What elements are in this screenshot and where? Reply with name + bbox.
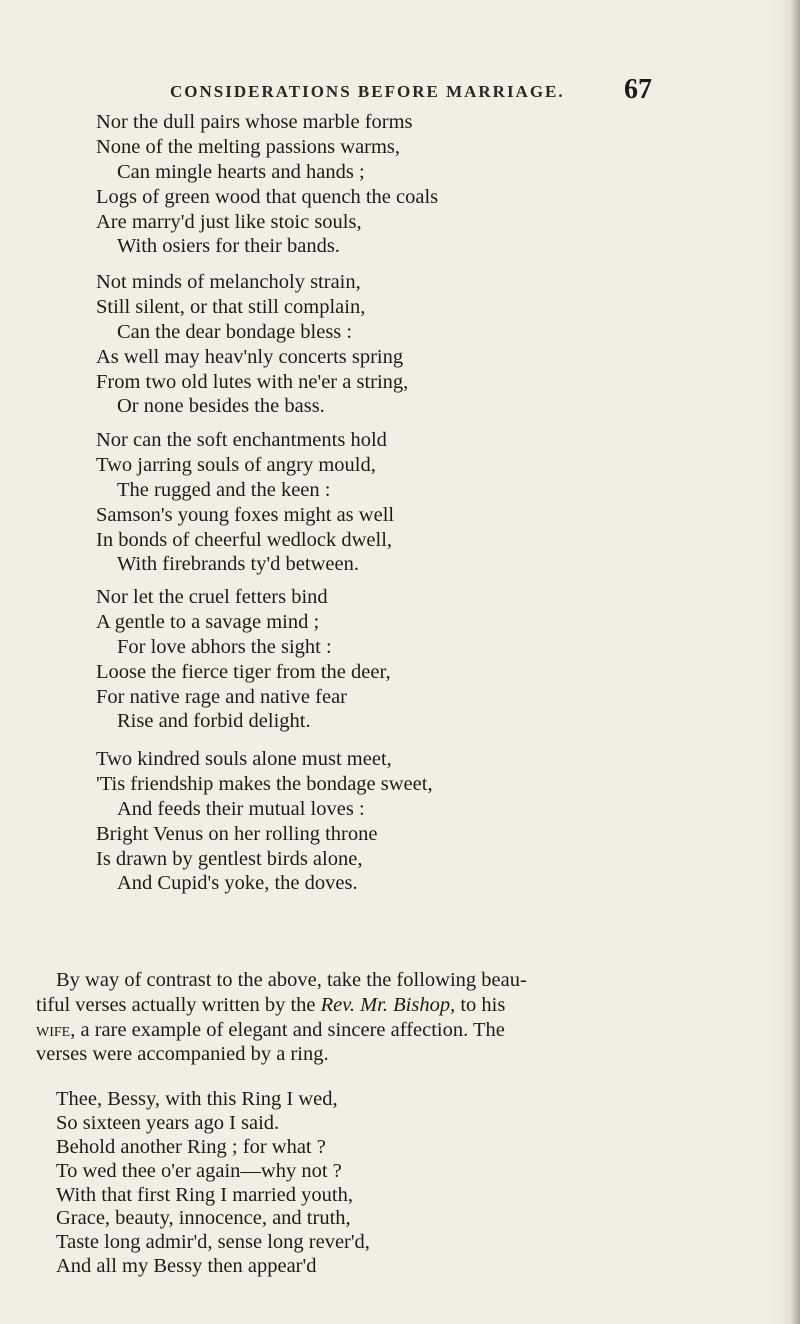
poem-line: Bright Venus on her rolling throne <box>96 822 378 845</box>
poem-stanza-2 <box>96 270 408 419</box>
poem-line: Not minds of melancholy strain, <box>96 271 361 293</box>
poem-line: Rise and forbid delight. <box>117 710 311 733</box>
poem-line: Behold another Ring ; for what ? <box>56 1135 326 1158</box>
poem-line: Are marry'd just like stoic souls, <box>96 210 362 233</box>
poem-line: Taste long admir'd, sense long rever'd, <box>56 1231 370 1254</box>
poem-line: None of the melting passions warms, <box>96 135 401 158</box>
poem-line: Can the dear bondage bless : <box>117 320 353 343</box>
poem-line: Nor can the soft enchantments hold <box>96 429 387 451</box>
prose-paragraph <box>36 968 791 1067</box>
prose-text: verses were accompanied by a ring. <box>36 1043 329 1066</box>
poem-line: And feeds their mutual loves : <box>117 797 365 820</box>
poem-line: And all my Bessy then appear'd <box>56 1255 317 1278</box>
prose-text: to his <box>455 993 506 1016</box>
poem-line: Or none besides the bass. <box>117 395 325 418</box>
poem-line: To wed thee o'er again—why not ? <box>56 1159 342 1182</box>
prose-line <box>36 1018 791 1043</box>
poem-line: 'Tis friendship makes the bondage sweet, <box>96 772 433 795</box>
prose-text: tiful verses actually written by the <box>36 993 321 1016</box>
poem-line: Logs of green wood that quench the coals <box>96 185 439 208</box>
prose-line <box>36 993 791 1018</box>
poem-line: Grace, beauty, innocence, and truth, <box>56 1207 351 1230</box>
ring-poem <box>56 1088 370 1279</box>
poem-line: Two kindred souls alone must meet, <box>96 748 392 770</box>
prose-line <box>36 1042 791 1067</box>
poem-line: Loose the fierce tiger from the deer, <box>96 660 391 683</box>
poem-line: So sixteen years ago I said. <box>56 1111 280 1134</box>
poem-line: In bonds of cheerful wedlock dwell, <box>96 528 393 551</box>
prose-line <box>36 968 791 993</box>
poem-line: Two jarring souls of angry mould, <box>96 453 376 476</box>
poem-line: Can mingle hearts and hands ; <box>117 160 365 183</box>
prose-text: a rare example of elegant and sincere affection. The <box>75 1018 505 1041</box>
poem-line: Nor the dull pairs whose marble forms <box>96 111 413 133</box>
poem-line: Nor let the cruel fetters bind <box>96 586 328 608</box>
poem-line: With osiers for their bands. <box>117 235 340 258</box>
poem-line: As well may heav'nly concerts spring <box>96 345 404 368</box>
page-header <box>0 74 800 110</box>
author-name: Rev. Mr. Bishop, <box>320 993 456 1016</box>
page-edge-shadow <box>790 0 800 1324</box>
poem-stanza-4 <box>96 585 391 734</box>
poem-stanza-3 <box>96 428 394 577</box>
poem-line: Thee, Bessy, with this Ring I wed, <box>56 1088 338 1110</box>
poem-line: Still silent, or that still complain, <box>96 295 366 318</box>
poem-stanza-1 <box>96 110 438 259</box>
poem-line: For love abhors the sight : <box>117 635 332 658</box>
page-number: 67 <box>624 74 652 105</box>
poem-line: Is drawn by gentlest birds alone, <box>96 847 363 870</box>
poem-line: With that first Ring I married youth, <box>56 1183 353 1206</box>
poem-line: For native rage and native fear <box>96 685 348 708</box>
prose-text: By way of contrast to the above, take the following beau- <box>56 969 527 991</box>
poem-line: And Cupid's yoke, the doves. <box>117 872 358 895</box>
poem-line: From two old lutes with ne'er a string, <box>96 370 409 393</box>
poem-line: A gentle to a savage mind ; <box>96 610 320 633</box>
poem-line: With firebrands ty'd between. <box>117 553 359 576</box>
poem-line: Samson's young foxes might as well <box>96 503 395 526</box>
poem-line: The rugged and the keen : <box>117 478 331 501</box>
wife-smallcaps: wife, <box>36 1018 76 1041</box>
running-head: CONSIDERATIONS BEFORE MARRIAGE. <box>170 82 565 101</box>
poem-stanza-5 <box>96 747 433 896</box>
